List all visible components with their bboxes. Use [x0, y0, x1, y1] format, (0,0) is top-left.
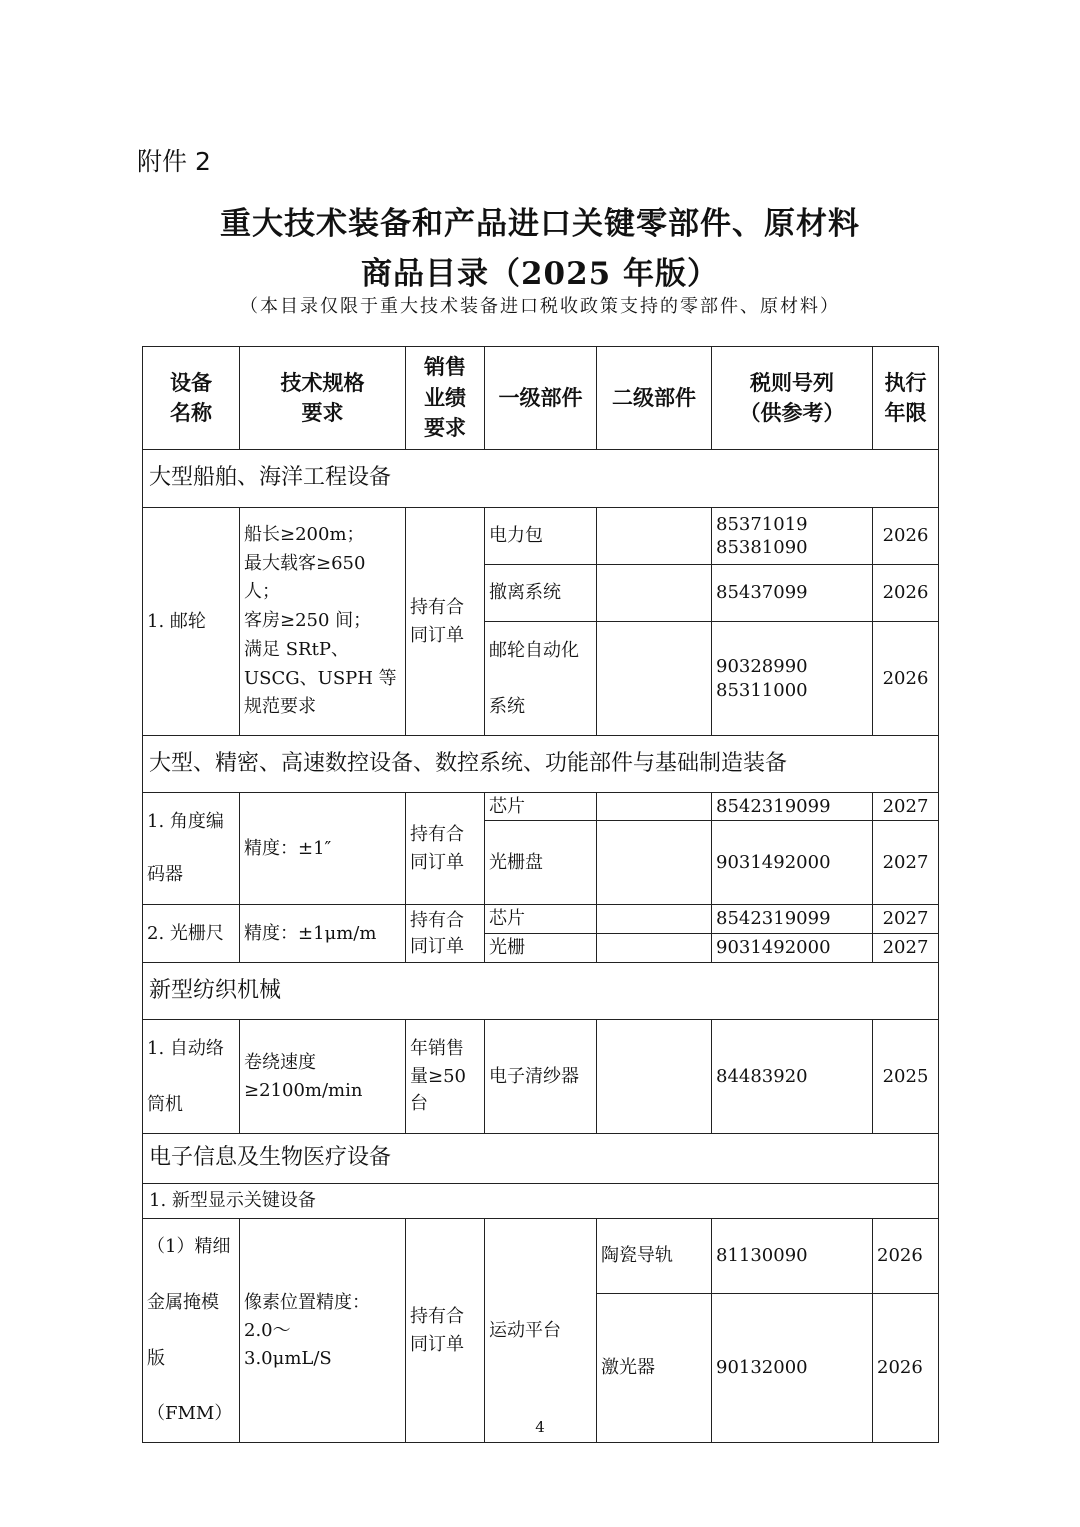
period-cell: 2026: [873, 622, 939, 736]
level1-cell: 光栅盘: [485, 821, 597, 905]
title-line-2: 商品目录（2025 年版）: [360, 256, 720, 292]
level2-cell: [597, 905, 712, 934]
section-row: [143, 963, 939, 1020]
section-row: [143, 736, 939, 793]
level2-cell: [597, 508, 712, 565]
level2-cell: 陶瓷导轨: [597, 1219, 712, 1294]
period-cell: 2027: [873, 821, 939, 905]
level1-cell: 电子清纱器: [485, 1020, 597, 1134]
subtitle: （本目录仅限于重大技术装备进口税收政策支持的零部件、原材料）: [240, 296, 840, 317]
level2-cell: [597, 1020, 712, 1134]
tariff-cell: 9031492000: [712, 821, 873, 905]
level2-cell: [597, 793, 712, 821]
tech-spec-cell: 精度：±1″: [240, 793, 406, 905]
header-level1: 一级部件: [485, 347, 597, 450]
level2-cell: 激光器: [597, 1294, 712, 1443]
title-line-1: 重大技术装备和产品进口关键零部件、原材料: [220, 206, 860, 242]
level1-cell: 芯片: [485, 793, 597, 821]
header-row: [143, 347, 939, 450]
level2-cell: [597, 821, 712, 905]
attachment-label: 附件 2: [137, 147, 211, 176]
tariff-cell: 84483920: [712, 1020, 873, 1134]
sales-cell: 年销售量≥50 台: [406, 1020, 485, 1134]
header-tech-spec: 技术规格要求: [240, 347, 406, 450]
tariff-cell: 8542319099: [712, 793, 873, 821]
tech-spec-cell: 精度：±1μm/m: [240, 905, 406, 963]
tariff-cell: 9031492000: [712, 934, 873, 963]
level1-cell: 芯片: [485, 905, 597, 934]
sales-cell: 持有合同订单: [406, 905, 485, 963]
tariff-cell: 85437099: [712, 565, 873, 622]
device-name-cell: （1）精细金属掩模版（FMM）: [143, 1219, 240, 1443]
device-name-cell: 1. 邮轮: [143, 508, 240, 736]
table-row: [143, 793, 939, 821]
sales-cell: 持有合同订单: [406, 1219, 485, 1443]
tech-spec-cell: 像素位置精度：2.0～3.0μmL/S: [240, 1219, 406, 1443]
device-name-cell: 1. 角度编码器: [143, 793, 240, 905]
sales-cell: 持有合同订单: [406, 793, 485, 905]
tech-spec-cell: 卷绕速度≥2100m/min: [240, 1020, 406, 1134]
period-cell: 2026: [873, 1294, 939, 1443]
section-row: [143, 1134, 939, 1184]
table-row: [143, 905, 939, 934]
header-sales: 销售业绩要求: [406, 347, 485, 450]
table-row: [143, 1219, 939, 1294]
tariff-cell: 90132000: [712, 1294, 873, 1443]
period-cell: 2026: [873, 565, 939, 622]
level2-cell: [597, 565, 712, 622]
level2-cell: [597, 934, 712, 963]
tech-spec-cell: 船长≥200m； 最大载客≥650 人； 客房≥250 间； 满足 SRtP、USCG、USPH 等规范要求: [240, 508, 406, 736]
header-tariff: 税则号列（供参考）: [712, 347, 873, 450]
level1-cell: 邮轮自动化系统: [485, 622, 597, 736]
subsection-row: [143, 1184, 939, 1219]
catalog-table: [142, 346, 939, 1443]
period-cell: 2027: [873, 934, 939, 963]
period-cell: 2026: [873, 1219, 939, 1294]
header-device-name: 设备名称: [143, 347, 240, 450]
sales-cell: 持有合同订单: [406, 508, 485, 736]
period-cell: 2026: [873, 508, 939, 565]
header-period: 执行年限: [873, 347, 939, 450]
section-title: 电子信息及生物医疗设备: [143, 1134, 939, 1184]
level1-cell: 运动平台: [485, 1219, 597, 1443]
page-number: 4: [535, 1418, 545, 1436]
period-cell: 2027: [873, 793, 939, 821]
header-level2: 二级部件: [597, 347, 712, 450]
tariff-cell: 85371019 85381090: [712, 508, 873, 565]
table-row: [143, 508, 939, 565]
device-name-cell: 1. 自动络筒机: [143, 1020, 240, 1134]
level1-cell: 电力包: [485, 508, 597, 565]
subsection-title: 1. 新型显示关键设备: [143, 1184, 939, 1219]
section-title: 大型船舶、海洋工程设备: [143, 450, 939, 508]
device-name-cell: 2. 光栅尺: [143, 905, 240, 963]
level1-cell: 光栅: [485, 934, 597, 963]
tariff-cell: 81130090: [712, 1219, 873, 1294]
level2-cell: [597, 622, 712, 736]
tariff-cell: 8542319099: [712, 905, 873, 934]
section-title: 新型纺织机械: [143, 963, 939, 1020]
period-cell: 2025: [873, 1020, 939, 1134]
level1-cell: 撤离系统: [485, 565, 597, 622]
period-cell: 2027: [873, 905, 939, 934]
section-title: 大型、精密、高速数控设备、数控系统、功能部件与基础制造装备: [143, 736, 939, 793]
table-row: [143, 1020, 939, 1134]
tariff-cell: 90328990 85311000: [712, 622, 873, 736]
section-row: [143, 450, 939, 508]
